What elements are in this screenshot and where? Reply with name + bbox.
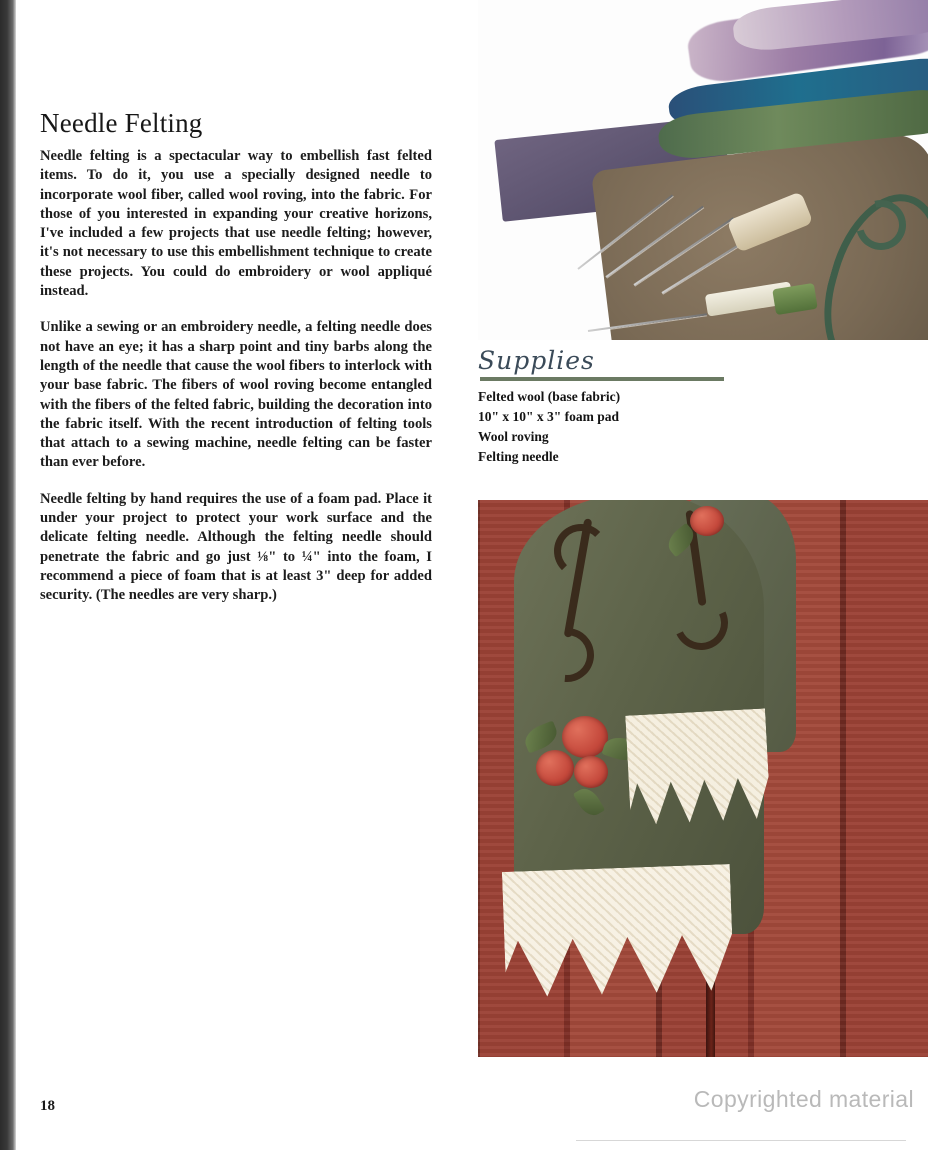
article-paragraph-3: Needle felting by hand requires the use of a foam pad. Place it under your project to protect your work surface and the delicate felting needle. Although the felting needle should penetrate the fabric and go just ⅛" to ¼" into the foam, I recommend a piece of foam that is at least 3" deep for added security. (The needles are very sharp.) <box>40 490 432 604</box>
supplies-item: Wool roving <box>478 429 549 444</box>
page-number: 18 <box>40 1098 55 1114</box>
book-page <box>16 0 928 1150</box>
supplies-heading: Supplies <box>478 346 595 375</box>
page-title: Needle Felting <box>40 108 203 138</box>
felting-tools-photo <box>478 0 928 340</box>
book-spine-shadow <box>0 0 16 1150</box>
supplies-underline <box>480 377 724 381</box>
figures-column <box>456 0 928 1150</box>
supplies-item: Felted wool (base fabric) <box>478 389 621 404</box>
felted-rose-2 <box>536 750 574 786</box>
article-text-column <box>40 108 432 623</box>
article-paragraph-2: Unlike a sewing or an embroidery needle, a felting needle does not have an eye; it has a sharp point and tiny barbs along the length of the needle that cause the wool fibers to interlock with your base fabric. The fibers of wool roving become entangled with the fibers of the felted fabric, building the decoration into the fabric itself. With the recent introduction of felting tools that attach to a sewing machine, needle felting can be faster than ever before. <box>40 319 432 471</box>
felted-vine-curl-1 <box>554 524 608 578</box>
supplies-item: Felting needle <box>478 449 559 464</box>
felted-rose-4 <box>690 506 724 536</box>
supplies-item: 10" x 10" x 3" foam pad <box>478 409 619 424</box>
supplies-list <box>478 387 808 467</box>
felted-rose-3 <box>574 756 608 788</box>
copyright-watermark: Copyrighted material <box>693 1086 914 1112</box>
felted-stocking-photo <box>478 500 928 1057</box>
supplies-section <box>478 348 808 467</box>
footer-divider <box>576 1140 906 1141</box>
article-paragraph-1: Needle felting is a spectacular way to embellish fast felted items. To do it, you use a specially designed needle to incorporate wool fiber, called wool roving, into the fabric. For those of you interested in expanding your creative horizons, I've included a few projects that use needle felting; however, it's not necessary to use this embellishment technique to create these projects. You could do embroidery or wool appliqué instead. <box>40 148 432 300</box>
